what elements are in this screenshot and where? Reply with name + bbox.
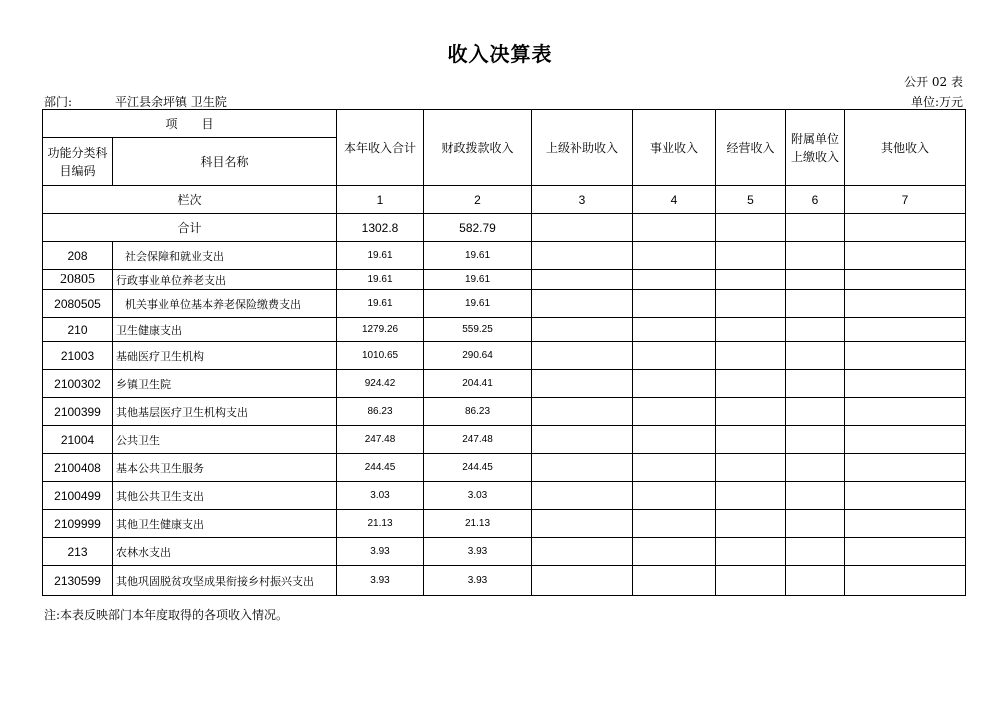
- column-index-5: 5: [716, 186, 786, 214]
- row-col-2: 3.03: [424, 482, 532, 510]
- row-name: 其他基层医疗卫生机构支出: [113, 398, 337, 426]
- row-name: 农林水支出: [113, 538, 337, 566]
- row-col-2: 86.23: [424, 398, 532, 426]
- column-index-3: 3: [532, 186, 633, 214]
- row-code: 2109999: [43, 510, 113, 538]
- column-index-4: 4: [633, 186, 716, 214]
- row-name: 公共卫生: [113, 426, 337, 454]
- row-code: 20805: [43, 270, 113, 290]
- header-col-3: 上级补助收入: [532, 110, 633, 186]
- row-code: 210: [43, 318, 113, 342]
- row-col-1: 86.23: [337, 398, 424, 426]
- row-name: 其他公共卫生支出: [113, 482, 337, 510]
- row-code: 2100408: [43, 454, 113, 482]
- header-col-4: 事业收入: [633, 110, 716, 186]
- row-code: 2100499: [43, 482, 113, 510]
- row-name: 社会保障和就业支出: [113, 242, 337, 270]
- department-label: 部门:: [44, 95, 73, 109]
- column-index-1: 1: [337, 186, 424, 214]
- row-col-2: 19.61: [424, 270, 532, 290]
- footnote: 注:本表反映部门本年度取得的各项收入情况。: [44, 608, 289, 622]
- row-name: 机关事业单位基本养老保险缴费支出: [113, 290, 337, 318]
- row-code: 208: [43, 242, 113, 270]
- row-col-2: 19.61: [424, 290, 532, 318]
- header-col-1: 本年收入合计: [337, 110, 424, 186]
- row-col-1: 1279.26: [337, 318, 424, 342]
- row-col-2: 290.64: [424, 342, 532, 370]
- row-col-1: 19.61: [337, 242, 424, 270]
- row-name: 其他巩固脱贫攻坚成果衔接乡村振兴支出: [113, 566, 337, 596]
- row-code: 213: [43, 538, 113, 566]
- row-col-2: 3.93: [424, 538, 532, 566]
- row-col-1: 3.93: [337, 538, 424, 566]
- total-col-1: 1302.8: [337, 214, 424, 242]
- row-col-1: 924.42: [337, 370, 424, 398]
- row-name: 卫生健康支出: [113, 318, 337, 342]
- row-col-2: 19.61: [424, 242, 532, 270]
- header-col-5: 经营收入: [716, 110, 786, 186]
- row-col-1: 21.13: [337, 510, 424, 538]
- header-name: 科目名称: [113, 138, 337, 186]
- header-col-2: 财政拨款收入: [424, 110, 532, 186]
- row-col-2: 244.45: [424, 454, 532, 482]
- row-col-2: 21.13: [424, 510, 532, 538]
- row-code: 2100302: [43, 370, 113, 398]
- header-code: 功能分类科目编码: [43, 138, 113, 186]
- row-col-1: 19.61: [337, 290, 424, 318]
- header-col-6: 附属单位上缴收入: [786, 110, 845, 186]
- column-index-2: 2: [424, 186, 532, 214]
- row-name: 乡镇卫生院: [113, 370, 337, 398]
- column-index-label: 栏次: [43, 186, 337, 214]
- row-col-2: 3.93: [424, 566, 532, 596]
- row-col-2: 559.25: [424, 318, 532, 342]
- row-col-1: 3.93: [337, 566, 424, 596]
- row-code: 2080505: [43, 290, 113, 318]
- department-name: 平江县余坪镇 卫生院: [115, 95, 227, 109]
- row-code: 21004: [43, 426, 113, 454]
- row-col-1: 247.48: [337, 426, 424, 454]
- row-code: 2130599: [43, 566, 113, 596]
- header-project: 项 目: [43, 110, 337, 138]
- column-index-6: 6: [786, 186, 845, 214]
- row-name: 行政事业单位养老支出: [113, 270, 337, 290]
- row-col-1: 244.45: [337, 454, 424, 482]
- form-number: 公开 02 表: [904, 75, 963, 89]
- row-col-1: 19.61: [337, 270, 424, 290]
- row-col-2: 247.48: [424, 426, 532, 454]
- row-name: 基本公共卫生服务: [113, 454, 337, 482]
- row-name: 其他卫生健康支出: [113, 510, 337, 538]
- unit-label: 单位:万元: [910, 95, 963, 109]
- row-col-1: 3.03: [337, 482, 424, 510]
- column-index-7: 7: [845, 186, 966, 214]
- page-title: 收入决算表: [447, 42, 553, 66]
- row-col-2: 204.41: [424, 370, 532, 398]
- row-code: 2100399: [43, 398, 113, 426]
- total-col-2: 582.79: [424, 214, 532, 242]
- row-col-1: 1010.65: [337, 342, 424, 370]
- total-label: 合计: [43, 214, 337, 242]
- header-col-7: 其他收入: [845, 110, 966, 186]
- row-name: 基础医疗卫生机构: [113, 342, 337, 370]
- row-code: 21003: [43, 342, 113, 370]
- income-table: [42, 109, 966, 596]
